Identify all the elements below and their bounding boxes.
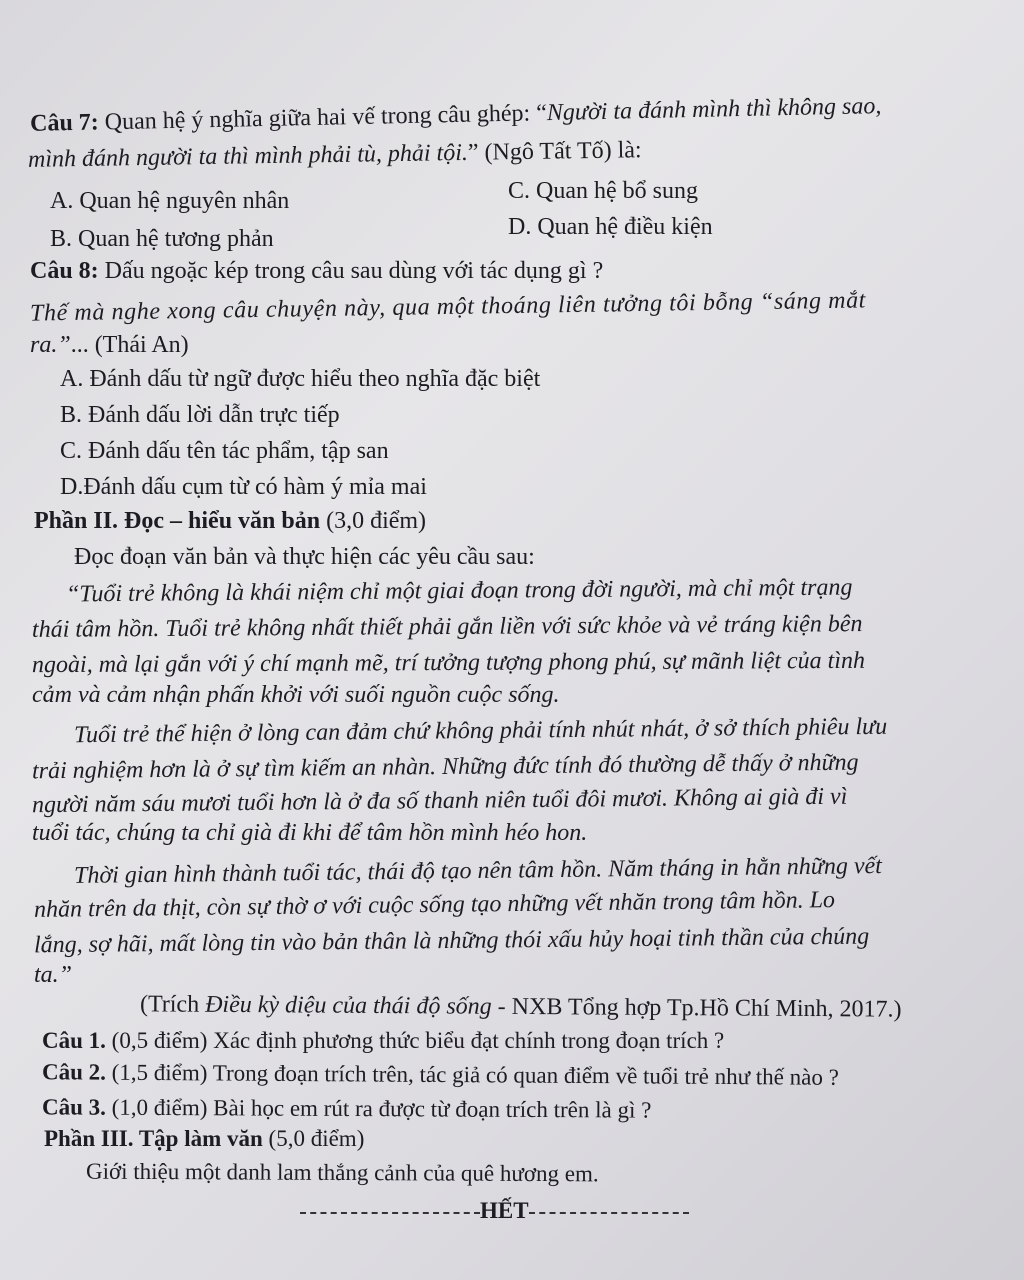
option-b: B. Quan hệ tương phản <box>50 226 274 252</box>
option-d: D.Đánh dấu cụm từ có hàm ý mỉa mai <box>60 474 427 500</box>
quote-line-2: ra.”... (Thái An) <box>30 332 189 358</box>
divider <box>529 1212 689 1214</box>
sub-question-2: Câu 2. (1,5 điểm) Trong đoạn trích trên, tác giả có quan điểm về tuổi trẻ như thế nào ? <box>41 1059 839 1090</box>
passage-line: “Tuổi trẻ không là khái niệm chỉ một giai đoạn trong đời người, mà chỉ một trạng <box>65 574 853 608</box>
passage-line: nhăn trên da thịt, còn sự thờ ơ với cuộc sống tạo những vết nhăn trong tâm hồn. Lo <box>33 887 836 923</box>
divider <box>300 1212 480 1214</box>
passage-line: trải nghiệm hơn là ở sự tìm kiếm an nhàn. Những đức tính đó thường dễ thấy ở những <box>31 749 859 785</box>
passage-line: thái tâm hồn. Tuổi trẻ không nhất thiết phải gắn liền với sức khỏe và vẻ tráng kiện bên <box>31 611 863 643</box>
section-3-heading: Phần III. Tập làm văn (5,0 điểm) <box>44 1126 365 1151</box>
sub-question-1: Câu 1. (0,5 điểm) Xác định phương thức biểu đạt chính trong đoạn trích ? <box>42 1028 725 1053</box>
question-label: Câu 8: <box>30 258 99 284</box>
question-label: Câu 7: <box>29 109 100 137</box>
section-2-heading: Phần II. Đọc – hiểu văn bản (3,0 điểm) <box>34 508 427 534</box>
passage-line: Thời gian hình thành tuổi tác, thái độ tạo nên tâm hồn. Năm tháng in hằn những vết <box>73 853 883 889</box>
option-d: D. Quan hệ điều kiện <box>508 214 713 240</box>
writing-task: Giới thiệu một danh lam thắng cảnh của quê hương em. <box>85 1158 599 1187</box>
option-b: B. Đánh dấu lời dẫn trực tiếp <box>60 402 340 428</box>
passage-line: lắng, sợ hãi, mất lòng tin vào bản thân là những thói xấu hủy hoại tinh thần của chúng <box>33 923 870 959</box>
passage-line: tuổi tác, chúng ta chỉ già đi khi để tâm hồn mình héo hon. <box>32 820 588 846</box>
passage-line: ngoài, mà lại gắn với ý chí mạnh mẽ, trí tưởng tượng phong phú, sự mãnh liệt của tình <box>31 647 866 679</box>
passage-line: ta.” <box>34 962 73 988</box>
instruction: Đọc đoạn văn bản và thực hiện các yêu cầu sau: <box>74 544 535 570</box>
passage-line: Tuổi trẻ thể hiện ở lòng can đảm chứ không phải tính nhút nhát, ở sở thích phiêu lưu <box>73 713 888 749</box>
source-citation: (Trích Điều kỳ diệu của thái độ sống - NXB Tổng hợp Tp.Hồ Chí Minh, 2017.) <box>139 991 902 1023</box>
quote-line-1: Thế mà nghe xong câu chuyện này, qua một thoáng liên tưởng tôi bỗng “sáng mắt <box>29 287 867 327</box>
option-c: C. Quan hệ bổ sung <box>508 178 698 204</box>
passage-line: cảm và cảm nhận phấn khởi với suối nguồn cuộc sống. <box>32 682 560 708</box>
question-7-cont: mình đánh người ta thì mình phải tù, phải tội.” (Ngô Tất Tố) là: <box>27 137 642 173</box>
option-c: C. Đánh dấu tên tác phẩm, tập san <box>60 438 389 464</box>
option-a: A. Quan hệ nguyên nhân <box>50 188 290 214</box>
question-8: Câu 8: Dấu ngoặc kép trong câu sau dùng với tác dụng gì ? <box>30 258 604 284</box>
question-7: Câu 7: Quan hệ ý nghĩa giữa hai vế trong câu ghép: “Người ta đánh mình thì không sao, <box>29 93 882 137</box>
end-marker: HẾT <box>300 1196 689 1226</box>
option-a: A. Đánh dấu từ ngữ được hiểu theo nghĩa đặc biệt <box>60 366 541 392</box>
sub-question-3: Câu 3. (1,0 điểm) Bài học em rút ra được từ đoạn trích trên là gì ? <box>41 1094 652 1123</box>
passage-line: người năm sáu mươi tuổi hơn là ở đa số thanh niên tuổi đôi mươi. Không ai già đi vì <box>31 783 848 819</box>
